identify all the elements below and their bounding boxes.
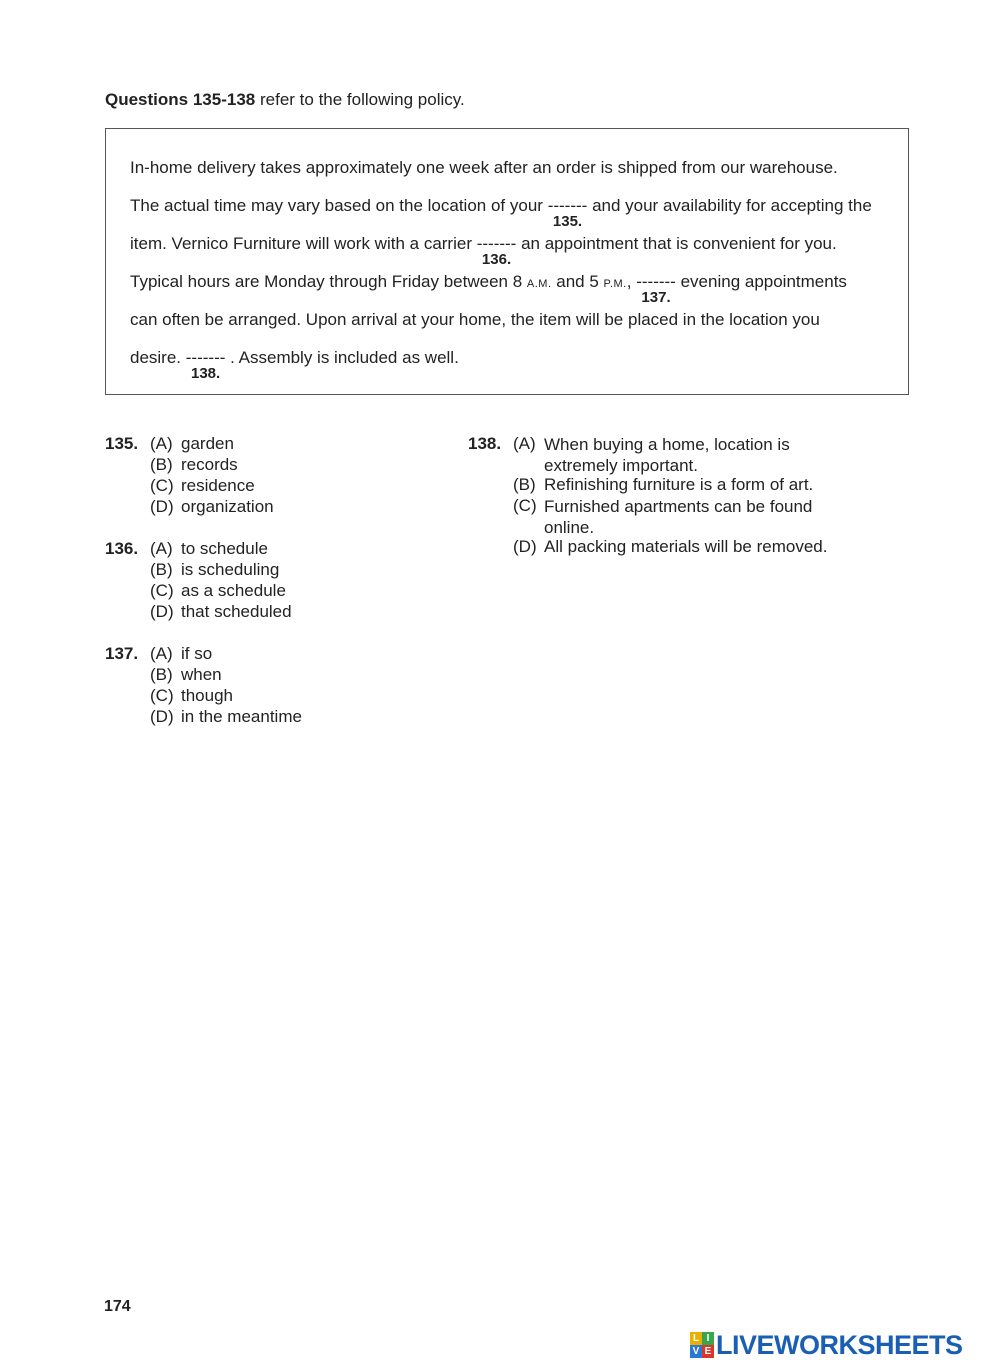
option-135-a[interactable]	[150, 434, 435, 455]
blank-number: 138.	[190, 365, 221, 382]
option-text: records	[181, 455, 238, 474]
blank-number: 135.	[552, 213, 583, 230]
passage-text: and 5	[556, 272, 599, 291]
logo-icon-letter: V	[690, 1345, 702, 1358]
logo-icon-letter: E	[702, 1345, 714, 1358]
option-138-d[interactable]	[513, 537, 868, 558]
option-letter: (C)	[150, 686, 174, 705]
passage-line-2	[130, 196, 872, 230]
question-138	[468, 434, 868, 558]
option-136-c[interactable]	[150, 581, 435, 602]
passage-line-5: can often be arranged. Upon arrival at your home, the item will be placed in the location you	[130, 310, 820, 329]
question-135	[105, 434, 435, 518]
blank-dashes: -------	[476, 234, 517, 253]
option-138-b[interactable]	[513, 475, 868, 496]
option-text: if so	[181, 644, 213, 663]
passage-text: desire.	[130, 348, 182, 367]
option-136-d[interactable]	[150, 602, 435, 623]
option-letter: (B)	[150, 560, 173, 579]
option-text: to schedule	[181, 539, 268, 558]
option-text: When buying a home, location is extremely important.	[544, 435, 790, 475]
option-text: residence	[181, 476, 255, 495]
passage-text: item. Vernico Furniture will work with a carrier	[130, 234, 472, 253]
passage-line-4	[130, 272, 847, 306]
am-label: A.M.	[526, 278, 552, 290]
option-letter: (A)	[150, 539, 173, 558]
option-letter: (D)	[513, 537, 537, 556]
option-137-c[interactable]	[150, 686, 435, 707]
option-letter: (D)	[150, 707, 174, 726]
option-135-b[interactable]	[150, 455, 435, 476]
blank-number: 136.	[481, 251, 512, 268]
blank-138[interactable]	[185, 348, 226, 382]
logo-text: LIVEWORKSHEETS	[716, 1329, 963, 1360]
passage-text: an appointment that is convenient for you.	[521, 234, 837, 253]
comma: ,	[626, 272, 632, 291]
option-text: organization	[181, 497, 274, 516]
option-text: is scheduling	[181, 560, 280, 579]
question-number: 135.	[105, 434, 139, 453]
passage-text: evening appointments	[680, 272, 847, 291]
option-letter: (B)	[150, 665, 173, 684]
question-137	[105, 644, 435, 728]
option-letter: (A)	[150, 644, 173, 663]
pm-label: P.M.	[603, 278, 627, 290]
option-letter: (B)	[513, 475, 536, 494]
option-text: that scheduled	[181, 602, 292, 621]
passage-line-3	[130, 234, 837, 268]
option-letter: (C)	[150, 476, 174, 495]
option-136-b[interactable]	[150, 560, 435, 581]
logo-icon-letter: I	[702, 1332, 714, 1345]
questions-heading	[105, 90, 465, 110]
option-text: Refinishing furniture is a form of art.	[544, 475, 814, 494]
option-letter: (C)	[513, 496, 537, 515]
option-135-d[interactable]	[150, 497, 435, 518]
option-text: as a schedule	[181, 581, 286, 600]
option-137-b[interactable]	[150, 665, 435, 686]
blank-137[interactable]	[636, 272, 676, 306]
option-135-c[interactable]	[150, 476, 435, 497]
option-letter: (C)	[150, 581, 174, 600]
blank-number: 137.	[641, 289, 671, 306]
passage-line-6	[130, 348, 459, 382]
passage-text: The actual time may vary based on the location of your	[130, 196, 543, 215]
question-number: 138.	[468, 434, 502, 453]
option-text: in the meantime	[181, 707, 302, 726]
option-letter: (B)	[150, 455, 173, 474]
option-137-a[interactable]	[150, 644, 435, 665]
logo-icon-letter: L	[690, 1332, 702, 1345]
page-number: 174	[104, 1298, 131, 1315]
blank-dashes: -------	[185, 348, 226, 367]
heading-range: Questions 135-138	[105, 90, 256, 109]
option-text: All packing materials will be removed.	[544, 537, 828, 556]
passage-text: and your availability for accepting the	[592, 196, 872, 215]
liveworksheets-logo	[690, 1330, 963, 1360]
option-text: Furnished apartments can be found online.	[544, 497, 813, 537]
blank-136[interactable]	[476, 234, 517, 268]
option-letter: (D)	[150, 602, 174, 621]
blank-dashes: -------	[547, 196, 588, 215]
option-136-a[interactable]	[150, 539, 435, 560]
policy-passage	[105, 128, 909, 395]
option-letter: (D)	[150, 497, 174, 516]
logo-icon	[690, 1332, 714, 1358]
option-137-d[interactable]	[150, 707, 435, 728]
option-text: garden	[181, 434, 234, 453]
blank-dashes: -------	[636, 272, 676, 291]
option-138-c[interactable]	[513, 496, 868, 537]
passage-line-1: In-home delivery takes approximately one week after an order is shipped from our warehouse.	[130, 158, 838, 177]
question-136	[105, 539, 435, 623]
question-number: 137.	[105, 644, 139, 663]
heading-rest: refer to the following policy.	[259, 90, 465, 109]
option-text: when	[181, 665, 222, 684]
passage-text: Typical hours are Monday through Friday between 8	[130, 272, 523, 291]
question-number: 136.	[105, 539, 139, 558]
blank-135[interactable]	[547, 196, 588, 230]
option-text: though	[181, 686, 233, 705]
passage-text: . Assembly is included as well.	[230, 348, 459, 367]
option-letter: (A)	[513, 434, 536, 453]
option-letter: (A)	[150, 434, 173, 453]
option-138-a[interactable]	[513, 434, 868, 475]
